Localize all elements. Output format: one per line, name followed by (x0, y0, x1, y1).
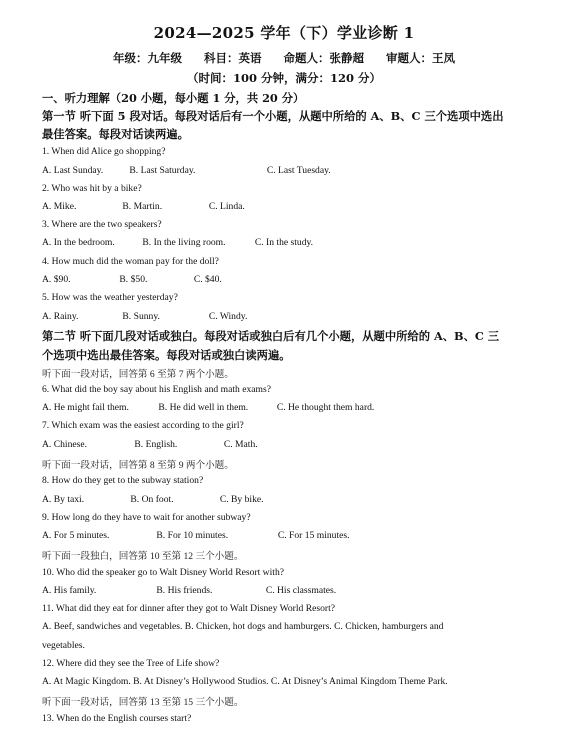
option-c: C. Math. (223, 439, 258, 450)
options-7 (42, 439, 258, 450)
question-5: 5. How was the weather yesterday? (42, 292, 178, 303)
option-b: B. Last Saturday. (129, 165, 196, 176)
question-7: 7. Which exam was the easiest according to the girl? (42, 420, 244, 431)
question-4: 4. How much did the woman pay for the doll? (42, 256, 219, 267)
part2-instruction-line1: 第二节 听下面几段对话或独白。每段对话或独白后有几个小题，从题中所给的 A、B、C 三 (42, 329, 500, 343)
options-8 (42, 494, 264, 505)
option-a: A. His family. (42, 585, 97, 596)
question-12: 12. Where did they see the Tree of Life show? (42, 658, 220, 669)
option-a: A. Rainy. (42, 311, 79, 322)
section-heading: 一、听力理解（20 小题，每小题 1 分，共 20 分） (42, 91, 305, 105)
option-a: A. By taxi. (42, 494, 85, 505)
option-b: B. Sunny. (122, 311, 160, 322)
question-10: 10. Who did the speaker go to Walt Disney World Resort with? (42, 567, 284, 578)
option-b: B. Martin. (122, 201, 163, 212)
options-11: A. Beef, sandwiches and vegetables. B. Chicken, hot dogs and hamburgers. C. Chicken, hamburgers and (42, 621, 444, 632)
option-b: B. On foot. (130, 494, 174, 505)
option-c: C. Linda. (208, 201, 245, 212)
options-6 (42, 402, 374, 413)
options-11-continued: vegetables. (42, 640, 85, 651)
option-a: A. In the bedroom. (42, 237, 115, 248)
options-5 (42, 311, 247, 322)
option-b: B. English. (134, 439, 178, 450)
option-c: C. $40. (193, 274, 222, 285)
question-2: 2. Who was hit by a bike? (42, 183, 142, 194)
option-c: C. He thought them hard. (276, 402, 375, 413)
options-2 (42, 201, 245, 212)
option-a: A. For 5 minutes. (42, 530, 110, 541)
subject-label: 科目：英语 (203, 51, 262, 65)
options-10 (42, 585, 336, 596)
listening-note: 听下面一段对话，回答第 6 至第 7 两个小题。 (42, 369, 234, 380)
option-a: A. $90. (42, 274, 71, 285)
exam-title: 2024—2025 学年（下）学业诊断 1 (153, 24, 415, 42)
part2-instruction-line2: 个选项中选出最佳答案。每段对话或独白读两遍。 (42, 348, 291, 362)
option-b: B. $50. (119, 274, 148, 285)
option-a: A. Last Sunday. (42, 165, 104, 176)
option-c: C. In the study. (254, 237, 314, 248)
question-11: 11. What did they eat for dinner after they got to Walt Disney World Resort? (42, 603, 336, 614)
option-c: C. Windy. (208, 311, 248, 322)
option-a: A. He might fail them. (42, 402, 129, 413)
question-3: 3. Where are the two speakers? (42, 219, 162, 230)
listening-note: 听下面一段独白，回答第 10 至第 12 三个小题。 (42, 551, 244, 562)
option-c: C. His classmates. (265, 585, 337, 596)
options-12: A. At Magic Kingdom. B. At Disney’s Hollywood Studios. C. At Disney’s Animal Kingdom Theme Park. (42, 676, 448, 687)
question-6: 6. What did the boy say about his English and math exams? (42, 384, 271, 395)
option-b: B. His friends. (156, 585, 213, 596)
option-a: A. Mike. (42, 201, 77, 212)
option-b: B. In the living room. (142, 237, 226, 248)
listening-note: 听下面一段对话，回答第 13 至第 15 三个小题。 (42, 697, 244, 708)
option-b: B. He did well in them. (158, 402, 249, 413)
option-a: A. Chinese. (42, 439, 88, 450)
question-13: 13. When do the English courses start? (42, 713, 192, 724)
question-8: 8. How do they get to the subway station? (42, 475, 204, 486)
option-c: C. For 15 minutes. (277, 530, 350, 541)
question-1: 1. When did Alice go shopping? (42, 146, 166, 157)
question-9: 9. How long do they have to wait for another subway? (42, 512, 251, 523)
options-3 (42, 237, 313, 248)
option-c: C. Last Tuesday. (266, 165, 331, 176)
reviewer-label: 审题人：王凤 (386, 51, 456, 65)
listening-note: 听下面一段对话，回答第 8 至第 9 两个小题。 (42, 460, 234, 471)
options-1 (42, 165, 331, 176)
option-c: C. By bike. (219, 494, 264, 505)
options-9 (42, 530, 350, 541)
grade-label: 年级：九年级 (112, 51, 182, 65)
options-4 (42, 274, 222, 285)
part1-instruction-line1: 第一节 听下面 5 段对话。每段对话后有一个小题，从题中所给的 A、B、C 三个选项中选出 (42, 109, 504, 123)
exam-meta (0, 50, 568, 66)
option-b: B. For 10 minutes. (156, 530, 229, 541)
time-score-label: （时间：100 分钟，满分：120 分） (186, 71, 382, 85)
part1-instruction-line2: 最佳答案。每段对话读两遍。 (42, 127, 189, 141)
author-label: 命题人：张静超 (283, 51, 364, 65)
